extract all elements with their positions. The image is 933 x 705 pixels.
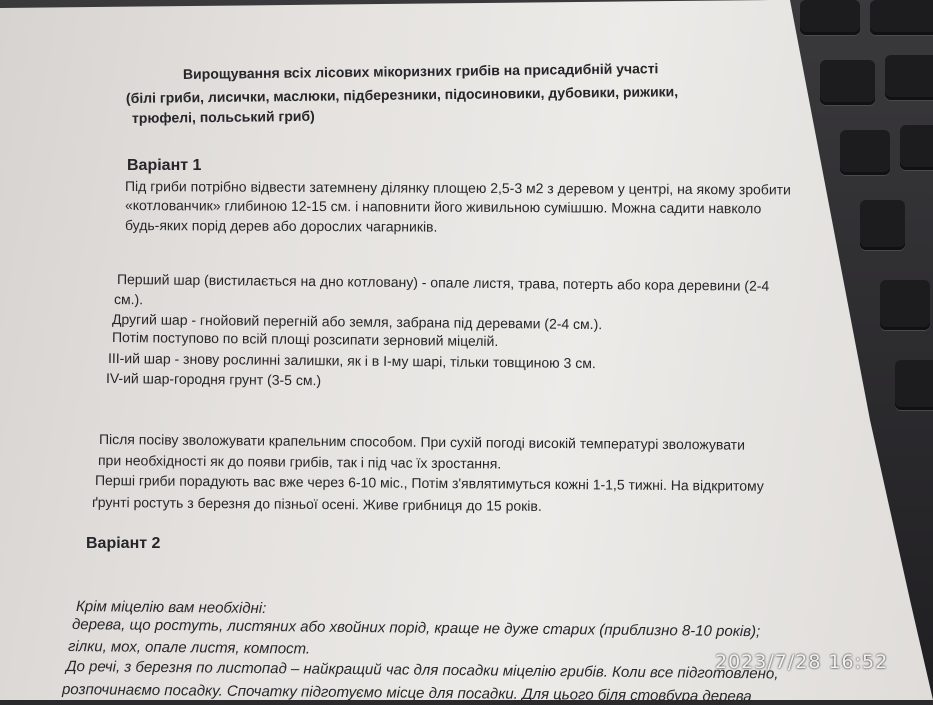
care-line: ґрунті ростуть з березня до пізньої осені. Живе грибниця до 15 років.	[91, 494, 542, 514]
variant-2-line: дерева, що ростуть, листяних або хвойних порід, краще не дуже старих (приблизно 8-10 років);	[71, 616, 761, 641]
keyboard-key	[885, 55, 933, 100]
keyboard-key	[800, 0, 860, 35]
care-line: Перші гриби порадують вас вже через 6-10 міс., Потім з'являтимуться кожні 1-1,5 тижні. На відкритому	[94, 472, 764, 494]
keyboard-key	[840, 130, 890, 175]
title-line-3: трюфелі, польський гриб)	[131, 107, 315, 126]
variant-2-line: розпочинаємо посадку. Спочатку підготуємо місце для посадки. Для цього біля стовбура дерева	[61, 681, 752, 705]
title-line-1: Вирощування всіх лісових мікоризних грибів на присадибній участі	[182, 60, 659, 82]
keyboard-key	[860, 200, 905, 250]
layer-line: IV-ий шар-городня грунт (3-5 см.)	[105, 370, 322, 389]
layer-line: ІІІ-ий шар - знову рослинні залишки, як і в І-му шарі, тільки товщиною 3 см.	[107, 350, 596, 372]
variant-1-intro-line: Під гриби потрібно відвести затемнену ділянку площею 2,5-3 м2 з деревом у центрі, на якому зробити	[124, 178, 791, 198]
care-line: при необхідності як до появи грибів, так і під час їх зростання.	[97, 452, 502, 472]
variant-2-line: гілки, мох, опале листя, компост.	[67, 638, 311, 658]
keyboard-key	[895, 360, 933, 410]
layer-line: Перший шар (вистилається на дно котловану) - опале листя, трава, потерть або кора деревини (2-4	[116, 271, 770, 294]
keyboard-key	[900, 125, 933, 170]
variant-1-heading: Варіант 1	[127, 157, 202, 174]
variant-1-intro-line: будь-яких порід дерев або дорослих чагарників.	[124, 217, 438, 235]
layer-line: Другий шар - гнойовий перегній або земля, забрана під деревами (2-4 см.).	[111, 311, 603, 333]
variant-2-line: До речі, з березня по листопад – найкращий час для посадки міцелію грибів. Коли все підготовлено,	[65, 658, 779, 683]
title-line-2: (білі гриби, лисички, маслюки, підберезники, підосиновики, дубовики, рижики,	[125, 83, 679, 106]
layer-line: Потім поступово по всій площі розсипати зерновий міцелій.	[111, 329, 499, 350]
keyboard-key	[870, 0, 933, 35]
care-line: Після посіву зволожувати крапельним способом. При сухій погоді високій температурі зволожувати	[98, 431, 746, 453]
variant-1-intro-line: «котлованчик» глибиною 12-15 см. і наповнити його живильною сумішшю. Можна садити навколо	[124, 197, 762, 217]
variant-2-line: Крім міцелію вам необхідні:	[75, 598, 267, 617]
layer-line: см.).	[113, 291, 144, 308]
keyboard-key	[820, 60, 875, 105]
keyboard-key	[880, 280, 930, 330]
photo-timestamp: 2023/7/28 16:52	[715, 651, 889, 673]
variant-2-heading: Варіант 2	[86, 535, 161, 552]
